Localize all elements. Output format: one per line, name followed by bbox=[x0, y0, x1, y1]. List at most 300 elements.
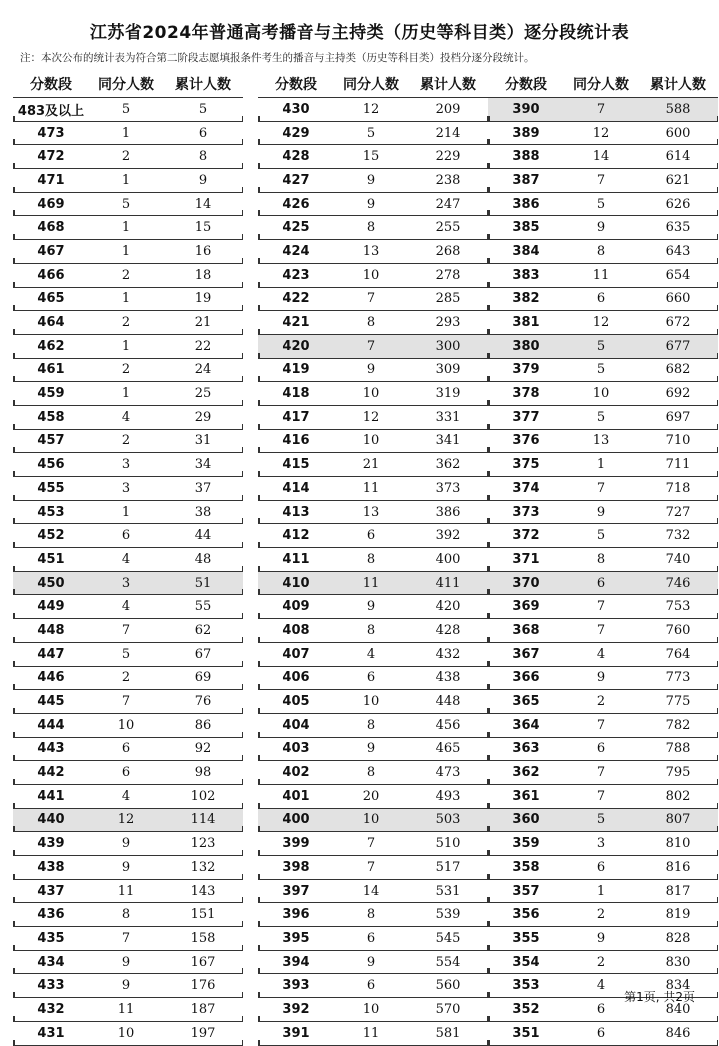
same-count-cell: 11 bbox=[362, 575, 380, 591]
cumulative-cell: 69 bbox=[194, 670, 212, 686]
cumulative-cell: 753 bbox=[665, 599, 691, 615]
same-count-cell: 10 bbox=[117, 717, 135, 733]
same-count-cell: 2 bbox=[121, 267, 131, 283]
cumulative-cell: 428 bbox=[435, 622, 461, 638]
score-cell: 382 bbox=[512, 291, 540, 307]
score-cell: 434 bbox=[37, 954, 65, 970]
score-cell: 436 bbox=[37, 907, 65, 923]
cumulative-cell: 167 bbox=[190, 954, 216, 970]
table-row bbox=[258, 809, 488, 833]
score-cell: 483及以上 bbox=[17, 103, 85, 119]
cumulative-cell: 268 bbox=[435, 243, 461, 259]
table-row bbox=[488, 785, 718, 809]
same-count-cell: 8 bbox=[366, 717, 376, 733]
table-row bbox=[488, 264, 718, 288]
score-cell: 422 bbox=[282, 291, 310, 307]
score-cell: 433 bbox=[37, 978, 65, 994]
table-row bbox=[258, 951, 488, 975]
table-row bbox=[488, 430, 718, 454]
same-count-cell: 13 bbox=[362, 504, 380, 520]
cumulative-cell: 840 bbox=[665, 1001, 691, 1017]
score-cell: 464 bbox=[37, 315, 65, 331]
table-row bbox=[258, 98, 488, 122]
cumulative-cell: 795 bbox=[665, 765, 691, 781]
table-row bbox=[13, 524, 243, 548]
same-count-cell: 6 bbox=[121, 765, 131, 781]
table-row bbox=[13, 761, 243, 785]
cumulative-cell: 503 bbox=[435, 812, 461, 828]
score-cell: 458 bbox=[37, 409, 65, 425]
cumulative-cell: 98 bbox=[194, 765, 212, 781]
score-cell: 357 bbox=[512, 883, 540, 899]
same-count-cell: 3 bbox=[121, 575, 131, 591]
same-count-cell: 7 bbox=[596, 622, 606, 638]
score-cell: 408 bbox=[282, 622, 310, 638]
cumulative-cell: 48 bbox=[194, 551, 212, 567]
table-row bbox=[13, 216, 243, 240]
cumulative-cell: 517 bbox=[435, 859, 461, 875]
cumulative-cell: 819 bbox=[665, 907, 691, 923]
same-count-cell: 11 bbox=[592, 267, 610, 283]
same-count-cell: 1 bbox=[121, 504, 131, 520]
same-count-cell: 5 bbox=[596, 812, 606, 828]
cumulative-cell: 214 bbox=[435, 125, 461, 141]
header-same-count: 同分人数 bbox=[343, 77, 399, 93]
cumulative-cell: 373 bbox=[435, 480, 461, 496]
score-cell: 406 bbox=[282, 670, 310, 686]
same-count-cell: 4 bbox=[366, 646, 376, 662]
score-cell: 374 bbox=[512, 480, 540, 496]
score-cell: 392 bbox=[282, 1001, 310, 1017]
cumulative-cell: 25 bbox=[194, 386, 212, 402]
table-row bbox=[13, 145, 243, 169]
score-cell: 358 bbox=[512, 859, 540, 875]
same-count-cell: 10 bbox=[362, 694, 380, 710]
table-row bbox=[488, 453, 718, 477]
score-cell: 365 bbox=[512, 694, 540, 710]
score-cell: 404 bbox=[282, 717, 310, 733]
cumulative-cell: 740 bbox=[665, 551, 691, 567]
same-count-cell: 2 bbox=[596, 694, 606, 710]
score-cell: 366 bbox=[512, 670, 540, 686]
score-cell: 405 bbox=[282, 694, 310, 710]
score-cell: 402 bbox=[282, 765, 310, 781]
table-row bbox=[258, 927, 488, 951]
same-count-cell: 9 bbox=[596, 930, 606, 946]
cumulative-cell: 746 bbox=[665, 575, 691, 591]
cumulative-cell: 92 bbox=[194, 741, 212, 757]
same-count-cell: 12 bbox=[362, 101, 380, 117]
same-count-cell: 7 bbox=[596, 788, 606, 804]
score-cell: 378 bbox=[512, 386, 540, 402]
score-cell: 441 bbox=[37, 788, 65, 804]
same-count-cell: 2 bbox=[121, 315, 131, 331]
table-row bbox=[13, 951, 243, 975]
table-row bbox=[258, 359, 488, 383]
table-row bbox=[258, 856, 488, 880]
cumulative-cell: 29 bbox=[194, 409, 212, 425]
table-row bbox=[13, 785, 243, 809]
table-row bbox=[488, 951, 718, 975]
score-cell: 413 bbox=[282, 504, 310, 520]
same-count-cell: 9 bbox=[366, 741, 376, 757]
cumulative-cell: 782 bbox=[665, 717, 691, 733]
score-cell: 362 bbox=[512, 765, 540, 781]
same-count-cell: 21 bbox=[362, 457, 380, 473]
cumulative-cell: 285 bbox=[435, 291, 461, 307]
score-cell: 409 bbox=[282, 599, 310, 615]
same-count-cell: 13 bbox=[592, 433, 610, 449]
cumulative-cell: 539 bbox=[435, 907, 461, 923]
cumulative-cell: 834 bbox=[665, 978, 691, 994]
score-cell: 468 bbox=[37, 220, 65, 236]
table-row bbox=[488, 643, 718, 667]
page-footer: 第1页, 共2页 bbox=[624, 990, 695, 1004]
table-row bbox=[13, 880, 243, 904]
score-table-column-3 bbox=[488, 71, 718, 1046]
table-row bbox=[258, 690, 488, 714]
score-cell: 351 bbox=[512, 1025, 540, 1041]
table-row bbox=[488, 169, 718, 193]
same-count-cell: 9 bbox=[596, 504, 606, 520]
table-row bbox=[13, 453, 243, 477]
table-row bbox=[258, 619, 488, 643]
table-row bbox=[13, 240, 243, 264]
same-count-cell: 11 bbox=[362, 1025, 380, 1041]
same-count-cell: 12 bbox=[117, 812, 135, 828]
score-cell: 437 bbox=[37, 883, 65, 899]
cumulative-cell: 62 bbox=[194, 622, 212, 638]
table-row bbox=[488, 501, 718, 525]
score-cell: 427 bbox=[282, 172, 310, 188]
table-row bbox=[258, 453, 488, 477]
cumulative-cell: 614 bbox=[665, 149, 691, 165]
same-count-cell: 9 bbox=[121, 978, 131, 994]
table-row bbox=[488, 738, 718, 762]
same-count-cell: 7 bbox=[366, 859, 376, 875]
header-cumulative: 累计人数 bbox=[650, 77, 706, 93]
score-cell: 456 bbox=[37, 457, 65, 473]
score-cell: 438 bbox=[37, 859, 65, 875]
score-cell: 429 bbox=[282, 125, 310, 141]
table-row bbox=[488, 122, 718, 146]
table-row bbox=[13, 477, 243, 501]
cumulative-cell: 151 bbox=[190, 907, 216, 923]
score-cell: 412 bbox=[282, 528, 310, 544]
score-cell: 446 bbox=[37, 670, 65, 686]
cumulative-cell: 775 bbox=[665, 694, 691, 710]
header-score: 分数段 bbox=[505, 77, 547, 93]
table-row bbox=[488, 903, 718, 927]
table-row bbox=[13, 501, 243, 525]
cumulative-cell: 102 bbox=[190, 788, 216, 804]
score-cell: 367 bbox=[512, 646, 540, 662]
cumulative-cell: 114 bbox=[190, 812, 216, 828]
score-cell: 370 bbox=[512, 575, 540, 591]
score-cell: 401 bbox=[282, 788, 310, 804]
score-cell: 431 bbox=[37, 1025, 65, 1041]
cumulative-cell: 37 bbox=[194, 480, 212, 496]
score-cell: 391 bbox=[282, 1025, 310, 1041]
cumulative-cell: 132 bbox=[190, 859, 216, 875]
table-row bbox=[13, 335, 243, 359]
cumulative-cell: 420 bbox=[435, 599, 461, 615]
score-cell: 426 bbox=[282, 196, 310, 212]
score-cell: 372 bbox=[512, 528, 540, 544]
table-header bbox=[258, 71, 488, 98]
cumulative-cell: 697 bbox=[665, 409, 691, 425]
same-count-cell: 2 bbox=[121, 670, 131, 686]
score-cell: 410 bbox=[282, 575, 310, 591]
cumulative-cell: 319 bbox=[435, 386, 461, 402]
cumulative-cell: 682 bbox=[665, 362, 691, 378]
table-row bbox=[488, 856, 718, 880]
table-row bbox=[488, 667, 718, 691]
cumulative-cell: 9 bbox=[198, 172, 208, 188]
score-cell: 451 bbox=[37, 551, 65, 567]
cumulative-cell: 810 bbox=[665, 836, 691, 852]
cumulative-cell: 816 bbox=[665, 859, 691, 875]
table-row bbox=[488, 832, 718, 856]
score-cell: 388 bbox=[512, 149, 540, 165]
table-row bbox=[13, 98, 243, 122]
same-count-cell: 6 bbox=[366, 978, 376, 994]
score-cell: 442 bbox=[37, 765, 65, 781]
table-row bbox=[258, 548, 488, 572]
cumulative-cell: 5 bbox=[198, 101, 208, 117]
same-count-cell: 4 bbox=[121, 409, 131, 425]
score-cell: 414 bbox=[282, 480, 310, 496]
same-count-cell: 7 bbox=[121, 694, 131, 710]
same-count-cell: 1 bbox=[596, 457, 606, 473]
score-cell: 363 bbox=[512, 741, 540, 757]
table-row bbox=[13, 193, 243, 217]
same-count-cell: 10 bbox=[362, 1001, 380, 1017]
cumulative-cell: 773 bbox=[665, 670, 691, 686]
cumulative-cell: 331 bbox=[435, 409, 461, 425]
table-row bbox=[13, 809, 243, 833]
score-cell: 466 bbox=[37, 267, 65, 283]
table-row bbox=[488, 809, 718, 833]
same-count-cell: 5 bbox=[596, 528, 606, 544]
cumulative-cell: 643 bbox=[665, 243, 691, 259]
score-cell: 432 bbox=[37, 1001, 65, 1017]
table-row bbox=[258, 524, 488, 548]
cumulative-cell: 158 bbox=[190, 930, 216, 946]
cumulative-cell: 16 bbox=[194, 243, 212, 259]
table-row bbox=[13, 430, 243, 454]
same-count-cell: 6 bbox=[596, 575, 606, 591]
same-count-cell: 6 bbox=[596, 1025, 606, 1041]
score-cell: 428 bbox=[282, 149, 310, 165]
cumulative-cell: 31 bbox=[194, 433, 212, 449]
score-cell: 360 bbox=[512, 812, 540, 828]
table-row bbox=[258, 288, 488, 312]
table-row bbox=[488, 595, 718, 619]
table-note: 注：本次公布的统计表为符合第二阶段志愿填报条件考生的播音与主持类（历史等科目类）投档分逐分段统计。 bbox=[20, 52, 535, 64]
cumulative-cell: 846 bbox=[665, 1025, 691, 1041]
same-count-cell: 7 bbox=[596, 599, 606, 615]
table-row bbox=[13, 572, 243, 596]
same-count-cell: 7 bbox=[596, 765, 606, 781]
same-count-cell: 8 bbox=[366, 220, 376, 236]
table-header bbox=[488, 71, 718, 98]
table-row bbox=[488, 714, 718, 738]
same-count-cell: 6 bbox=[366, 670, 376, 686]
same-count-cell: 7 bbox=[366, 338, 376, 354]
table-row bbox=[488, 524, 718, 548]
cumulative-cell: 19 bbox=[194, 291, 212, 307]
score-cell: 472 bbox=[37, 149, 65, 165]
table-row bbox=[13, 406, 243, 430]
cumulative-cell: 362 bbox=[435, 457, 461, 473]
cumulative-cell: 764 bbox=[665, 646, 691, 662]
score-cell: 352 bbox=[512, 1001, 540, 1017]
same-count-cell: 4 bbox=[121, 788, 131, 804]
table-row bbox=[13, 974, 243, 998]
score-cell: 383 bbox=[512, 267, 540, 283]
cumulative-cell: 554 bbox=[435, 954, 461, 970]
same-count-cell: 3 bbox=[121, 480, 131, 496]
table-row bbox=[488, 406, 718, 430]
cumulative-cell: 531 bbox=[435, 883, 461, 899]
table-row bbox=[258, 169, 488, 193]
table-header bbox=[13, 71, 243, 98]
cumulative-cell: 6 bbox=[198, 125, 208, 141]
same-count-cell: 4 bbox=[121, 551, 131, 567]
same-count-cell: 8 bbox=[366, 765, 376, 781]
same-count-cell: 8 bbox=[366, 622, 376, 638]
cumulative-cell: 309 bbox=[435, 362, 461, 378]
same-count-cell: 7 bbox=[596, 101, 606, 117]
table-row bbox=[258, 1022, 488, 1046]
same-count-cell: 9 bbox=[366, 362, 376, 378]
table-row bbox=[258, 406, 488, 430]
same-count-cell: 8 bbox=[366, 551, 376, 567]
score-cell: 368 bbox=[512, 622, 540, 638]
table-row bbox=[13, 619, 243, 643]
score-cell: 457 bbox=[37, 433, 65, 449]
same-count-cell: 6 bbox=[366, 528, 376, 544]
score-cell: 375 bbox=[512, 457, 540, 473]
same-count-cell: 11 bbox=[117, 883, 135, 899]
same-count-cell: 10 bbox=[592, 386, 610, 402]
score-cell: 386 bbox=[512, 196, 540, 212]
score-cell: 465 bbox=[37, 291, 65, 307]
table-row bbox=[13, 643, 243, 667]
same-count-cell: 10 bbox=[362, 812, 380, 828]
score-cell: 462 bbox=[37, 338, 65, 354]
score-cell: 448 bbox=[37, 622, 65, 638]
same-count-cell: 1 bbox=[596, 883, 606, 899]
score-cell: 418 bbox=[282, 386, 310, 402]
same-count-cell: 7 bbox=[121, 622, 131, 638]
cumulative-cell: 76 bbox=[194, 694, 212, 710]
header-cumulative: 累计人数 bbox=[175, 77, 231, 93]
table-row bbox=[488, 761, 718, 785]
cumulative-cell: 187 bbox=[190, 1001, 216, 1017]
same-count-cell: 6 bbox=[596, 859, 606, 875]
same-count-cell: 5 bbox=[596, 196, 606, 212]
same-count-cell: 1 bbox=[121, 220, 131, 236]
cumulative-cell: 238 bbox=[435, 172, 461, 188]
cumulative-cell: 55 bbox=[194, 599, 212, 615]
score-cell: 449 bbox=[37, 599, 65, 615]
score-cell: 419 bbox=[282, 362, 310, 378]
table-row bbox=[258, 667, 488, 691]
header-same-count: 同分人数 bbox=[98, 77, 154, 93]
score-cell: 435 bbox=[37, 930, 65, 946]
table-row bbox=[13, 832, 243, 856]
cumulative-cell: 86 bbox=[194, 717, 212, 733]
score-cell: 396 bbox=[282, 907, 310, 923]
score-cell: 416 bbox=[282, 433, 310, 449]
table-row bbox=[258, 501, 488, 525]
cumulative-cell: 635 bbox=[665, 220, 691, 236]
cumulative-cell: 300 bbox=[435, 338, 461, 354]
score-cell: 387 bbox=[512, 172, 540, 188]
cumulative-cell: 830 bbox=[665, 954, 691, 970]
same-count-cell: 1 bbox=[121, 243, 131, 259]
same-count-cell: 5 bbox=[596, 338, 606, 354]
score-cell: 450 bbox=[37, 575, 65, 591]
cumulative-cell: 672 bbox=[665, 315, 691, 331]
score-cell: 364 bbox=[512, 717, 540, 733]
score-cell: 473 bbox=[37, 125, 65, 141]
cumulative-cell: 456 bbox=[435, 717, 461, 733]
same-count-cell: 11 bbox=[117, 1001, 135, 1017]
same-count-cell: 5 bbox=[121, 196, 131, 212]
same-count-cell: 9 bbox=[121, 954, 131, 970]
cumulative-cell: 560 bbox=[435, 978, 461, 994]
cumulative-cell: 21 bbox=[194, 315, 212, 331]
cumulative-cell: 209 bbox=[435, 101, 461, 117]
score-cell: 415 bbox=[282, 457, 310, 473]
cumulative-cell: 176 bbox=[190, 978, 216, 994]
table-row bbox=[258, 264, 488, 288]
same-count-cell: 7 bbox=[596, 717, 606, 733]
table-row bbox=[258, 738, 488, 762]
same-count-cell: 7 bbox=[121, 930, 131, 946]
same-count-cell: 13 bbox=[362, 243, 380, 259]
same-count-cell: 12 bbox=[362, 409, 380, 425]
cumulative-cell: 197 bbox=[190, 1025, 216, 1041]
score-cell: 371 bbox=[512, 551, 540, 567]
score-cell: 467 bbox=[37, 243, 65, 259]
score-cell: 395 bbox=[282, 930, 310, 946]
table-row bbox=[13, 595, 243, 619]
same-count-cell: 8 bbox=[121, 907, 131, 923]
table-row bbox=[258, 122, 488, 146]
same-count-cell: 5 bbox=[596, 409, 606, 425]
same-count-cell: 9 bbox=[596, 220, 606, 236]
table-row bbox=[488, 880, 718, 904]
score-cell: 452 bbox=[37, 528, 65, 544]
same-count-cell: 12 bbox=[592, 125, 610, 141]
table-row bbox=[488, 311, 718, 335]
score-cell: 361 bbox=[512, 788, 540, 804]
same-count-cell: 1 bbox=[121, 291, 131, 307]
cumulative-cell: 38 bbox=[194, 504, 212, 520]
cumulative-cell: 510 bbox=[435, 836, 461, 852]
score-cell: 469 bbox=[37, 196, 65, 212]
score-cell: 398 bbox=[282, 859, 310, 875]
same-count-cell: 9 bbox=[121, 859, 131, 875]
cumulative-cell: 293 bbox=[435, 315, 461, 331]
header-score: 分数段 bbox=[30, 77, 72, 93]
same-count-cell: 2 bbox=[121, 149, 131, 165]
cumulative-cell: 51 bbox=[194, 575, 212, 591]
